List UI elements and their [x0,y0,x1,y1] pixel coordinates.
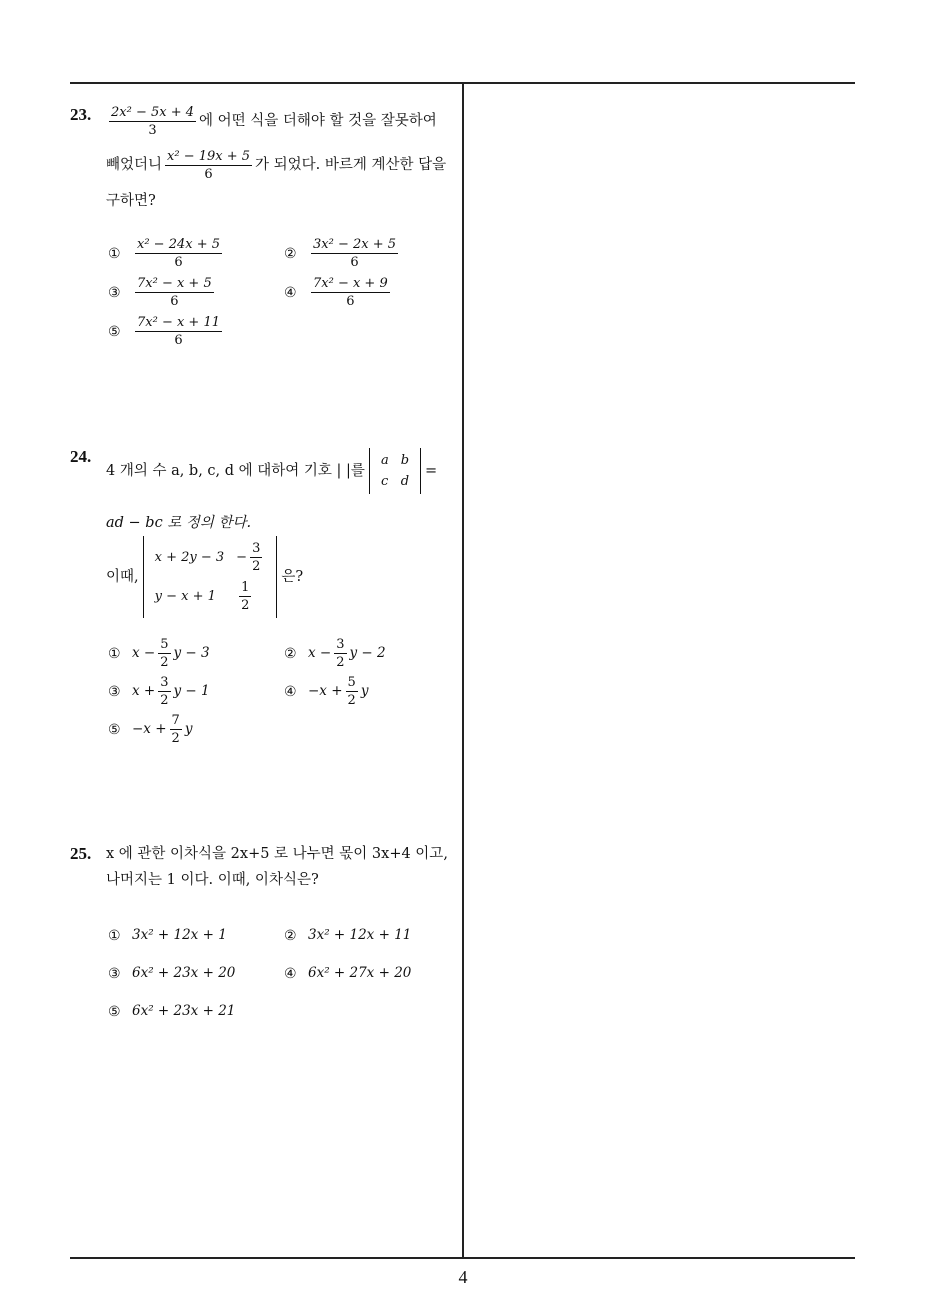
choice-2[interactable]: ② $\frac{\text{3x² − 2x + 5}}{6}$ [284,237,397,270]
choice-1[interactable]: ① x − $\frac{5}{2}$ y − 3 [108,637,210,670]
fraction: $\frac{\text{x² − 19x + 5}}{6}$ [167,149,251,182]
question-number: 24. [70,447,92,466]
choice-1[interactable]: ① 3x² + 12x + 1 [108,927,227,944]
column-divider [462,82,464,1258]
choice-2[interactable]: ② x − $\frac{3}{2}$ y − 2 [284,637,386,670]
question-number: 25. [70,844,92,863]
choice-3[interactable]: ③ x + $\frac{3}{2}$ y − 1 [108,675,210,708]
fraction: $\frac{\text{2x² − 5x + 4}}{3}$ [111,105,195,138]
page-number: 4 [458,1267,468,1287]
q23-line1: $\frac{\text{2x² − 5x + 4}}{3}$ 에 어떤 식을 더해야 할 것을 잘못하여 [111,105,437,138]
choice-5[interactable]: ⑤ 6x² + 23x + 21 [108,1003,236,1020]
choice-2[interactable]: ② 3x² + 12x + 11 [284,927,412,944]
choice-3[interactable]: ③ $\frac{\text{7x² − x + 5}}{6}$ [108,276,212,309]
choice-4[interactable]: ④ 6x² + 27x + 20 [284,965,412,982]
choice-1[interactable]: ① $\frac{\text{x² − 24x + 5}}{6}$ [108,237,221,270]
question-23 [70,106,456,366]
choice-4[interactable]: ④ −x + $\frac{5}{2}$ y [284,675,369,708]
q24-line3: 이때, x + 2y − 3 − $\frac{3}{2}$ y − x + 1 $\frac{1}{2}$ 은? [106,536,303,618]
q25-line1: x 에 관한 이차식을 2x+5 로 나누면 몫이 3x+4 이고, [106,846,448,862]
q23-line2: 빼었더니 $\frac{\text{x² − 19x + 5}}{6}$ 가 되었다. 바르게 계산한 답을 [106,149,447,182]
choice-5[interactable]: ⑤ $\frac{\text{7x² − x + 11}}{6}$ [108,315,221,348]
q24-line1: 4 개의 수 a, b, c, d 에 대하여 기호 | |를 a b c d = [106,448,437,494]
choice-5[interactable]: ⑤ −x + $\frac{7}{2}$ y [108,713,193,746]
q25-line2: 나머지는 1 이다. 이때, 이차식은? [106,872,319,888]
question-25 [70,845,456,1035]
determinant: x + 2y − 3 − $\frac{3}{2}$ y − x + 1 $\frac{1}{2}$ [143,536,278,618]
determinant: a b c d [369,448,421,494]
q24-line2: ad − bc 로 정의 한다. [106,515,252,531]
choice-4[interactable]: ④ $\frac{\text{7x² − x + 9}}{6}$ [284,276,388,309]
question-24 [70,448,456,758]
q23-line3: 구하면? [106,193,156,209]
question-number: 23. [70,105,92,124]
choice-3[interactable]: ③ 6x² + 23x + 20 [108,965,236,982]
